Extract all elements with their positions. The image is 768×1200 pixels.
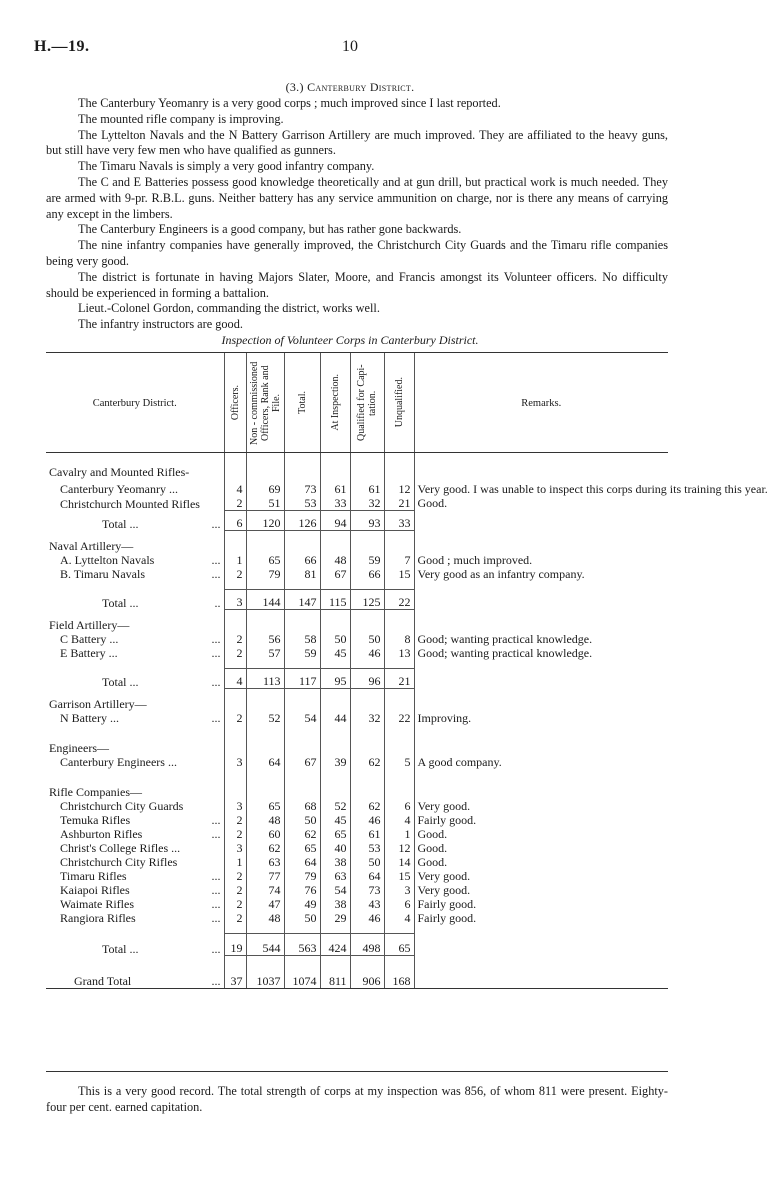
table-row-total: Total ... ... 6 120 126 94 93 33 [46, 511, 668, 531]
group-label-engineers: Engineers— [49, 741, 109, 755]
group-label-naval: Naval Artillery— [49, 539, 134, 553]
table-row: Waimate Rifles ... 2 47 49 38 43 6 Fairly good. [46, 897, 668, 911]
table-row-total: Total ... ... 19 544 563 424 498 65 [46, 934, 668, 956]
col-header-officers: Officers. [224, 353, 246, 453]
col-header-at-inspection: At Inspection. [320, 353, 350, 453]
col-header-district: Canterbury District. [46, 353, 224, 453]
paragraph: The Lyttelton Navals and the N Battery Garrison Artillery are much improved. They are affiliated to the heavy guns, but still have very few men who have qualified as gunners. [46, 127, 668, 158]
table-row: Canterbury Yeomanry ... 4 69 73 61 61 12 Very good. I was unable to inspect this corps during its training this year. [46, 479, 668, 496]
page-header [34, 38, 666, 58]
table-header-row [46, 353, 668, 453]
table-caption: Inspection of Volunteer Corps in Canterbury District. [221, 333, 479, 347]
paragraph: The mounted rifle company is improving. [78, 111, 284, 126]
group-label-cavalry: Cavalry and Mounted Rifles- [49, 465, 190, 479]
table-row: E Battery ... ... 2 57 59 45 46 13 Good; wanting practical knowledge. [46, 646, 668, 660]
document-reference: H.—19. [34, 38, 90, 55]
col-header-ncos: Non - commissioned Officers, Rank and File. [246, 353, 284, 453]
table-row-total: Total ... ... 4 113 117 95 96 21 [46, 669, 668, 689]
group-label-rifles: Rifle Companies— [49, 785, 142, 799]
paragraph: The Canterbury Engineers is a good company, but has rather gone backwards. [78, 222, 462, 237]
table-row: Christ's College Rifles ... 3 62 65 40 53 12 Good. [46, 841, 668, 855]
closing-remarks [46, 1084, 668, 1116]
table-row: Timaru Rifles ... 2 77 79 63 64 15 Very good. [46, 869, 668, 883]
paragraph: Lieut.-Colonel Gordon, commanding the district, works well. [78, 301, 380, 316]
group-label-garrison: Garrison Artillery— [49, 697, 147, 711]
table-row: Ashburton Rifles ... 2 60 62 65 61 1 Good. [46, 827, 668, 841]
col-header-unqualified: Unqualified. [384, 353, 414, 453]
table-row-total: Total ... .. 3 144 147 115 125 22 [46, 590, 668, 610]
table-row: Christchurch City Guards 3 65 68 52 62 6 Very good. [46, 799, 668, 813]
table-row: Kaiapoi Rifles ... 2 74 76 54 73 3 Very good. [46, 883, 668, 897]
table-row: Temuka Rifles ... 2 48 50 45 46 4 Fairly good. [46, 813, 668, 827]
table-row: A. Lyttelton Navals ... 1 65 66 48 59 7 Good ; much improved. [46, 553, 668, 567]
col-header-total: Total. [284, 353, 320, 453]
paragraph: The C and E Batteries possess good knowledge theoretically and at gun drill, but practical work is much needed. They are armed with 9-pr. R.B.L. guns. Neither battery has any service ammunition on charge, nor is there any means of carrying any except in the limbers. [46, 174, 668, 221]
paragraph: The infantry instructors are good. [78, 317, 243, 332]
page-number: 10 [342, 38, 358, 55]
table-row: Christchurch City Rifles 1 63 64 38 50 14 Good. [46, 855, 668, 869]
group-label-field: Field Artillery— [49, 618, 130, 632]
paragraph: The Timaru Navals is simply a very good infantry company. [78, 159, 375, 174]
rifle-companies-rows [46, 799, 668, 925]
table-row: Canterbury Engineers ... 3 64 67 39 62 5 A good company. [46, 755, 668, 769]
table-row: Rangiora Rifles ... 2 48 50 29 46 4 Fairly good. [46, 911, 668, 925]
inspection-table [46, 352, 768, 989]
paragraph: The Canterbury Yeomanry is a very good corps ; much improved since I last reported. [78, 96, 501, 110]
footer-divider [46, 1071, 668, 1072]
table-row: C Battery ... ... 2 56 58 50 50 8 Good; wanting practical knowledge. [46, 632, 668, 646]
report-body [46, 96, 668, 333]
table-row-grand-total: Grand Total ... 37 1037 1074 811 906 168 [46, 964, 668, 988]
paragraph: The district is fortunate in having Majors Slater, Moore, and Francis amongst its Volunteer officers. No difficulty should be experienced in forming a battalion. [46, 269, 668, 300]
section-title: (3.) Canterbury District. [285, 80, 415, 94]
col-header-qualified: Qualified for Capi- tation. [350, 353, 384, 453]
col-header-remarks: Remarks. [414, 353, 668, 453]
paragraph: The nine infantry companies have generally improved, the Christchurch City Guards and the Timaru rifle companies being very good. [46, 238, 668, 268]
paragraph: This is a very good record. The total strength of corps at my inspection was 856, of whom 811 were present. Eighty-four per cent. earned capitation. [46, 1084, 668, 1114]
table-row: N Battery ... ... 2 52 54 44 32 22 Improving. [46, 711, 668, 725]
table-row: Christchurch Mounted Rifles 2 51 53 33 32 21 Good. [46, 496, 668, 511]
table-row: B. Timaru Navals ... 2 79 81 67 66 15 Very good as an infantry company. [46, 567, 668, 581]
